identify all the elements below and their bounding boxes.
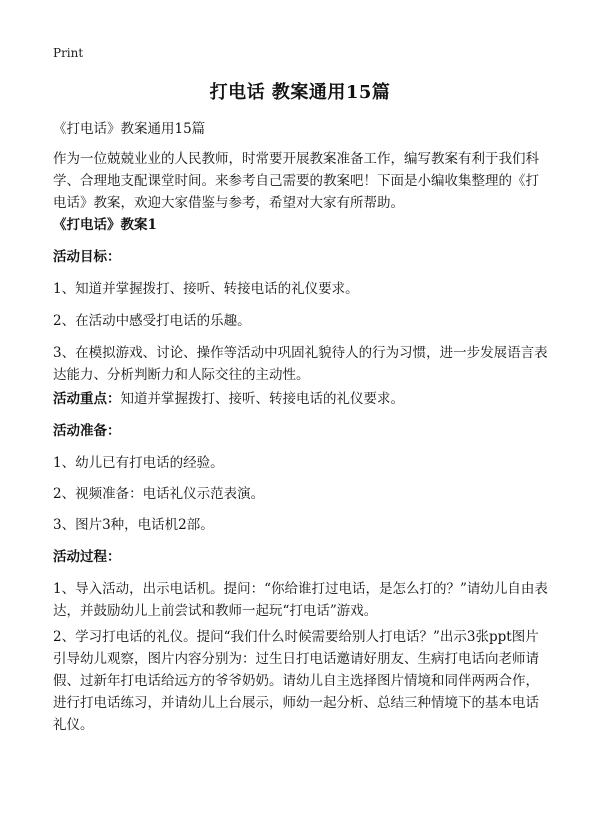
prep-item-3: 3、图片3种，电话机2部。 — [53, 517, 214, 533]
prep-heading: 活动准备： — [53, 423, 121, 439]
process-item-2: 2、学习打电话的礼仪。提问“我们什么时候需要给别人打电话？”出示3张ppt图片引导幼儿观察，图片内容分别为：过生日打电话邀请好朋友、生病打电话向老师请假、过新年打电话给远方的爷爷奶奶。请幼儿自主选择图片情境和同伴两两合作，进行打电话练习，并请幼儿上台展示，师幼一起分析、总结三种情境下的基本电话礼仪。 — [53, 629, 539, 733]
prep-item-1: 1、幼儿已有打电话的经验。 — [53, 455, 224, 471]
process-heading: 活动过程： — [53, 549, 121, 565]
goals-heading: 活动目标： — [53, 249, 121, 265]
intro-paragraph: 作为一位兢兢业业的人民教师，时常要开展教案准备工作，编写教案有利于我们科学、合理地支配课堂时间。来参考自己需要的教案吧！下面是小编收集整理的《打电话》教案，欢迎大家借鉴与参考，希望对大家有所帮助。 — [53, 151, 539, 211]
focus-text: 知道并掌握拨打、接听、转接电话的礼仪要求。 — [120, 391, 404, 407]
goal-item-3: 3、在模拟游戏、讨论、操作等活动中巩固礼貌待人的行为习惯，进一步发展语言表达能力、分析判断力和人际交往的主动性。 — [53, 345, 548, 383]
doc-subtitle: 《打电话》教案通用15篇 — [53, 121, 206, 137]
process-item-1: 1、导入活动，出示电话机。提问：“你给谁打过电话，是怎么打的？”请幼儿自由表达，并鼓励幼儿上前尝试和教师一起玩“打电话”游戏。 — [53, 581, 548, 619]
section-title: 《打电话》教案1 — [53, 217, 157, 233]
focus-label: 活动重点： — [53, 391, 121, 407]
goal-item-1: 1、知道并掌握拨打、接听、转接电话的礼仪要求。 — [53, 281, 359, 297]
page-title: 打电话 教案通用15篇 — [209, 82, 391, 103]
prep-item-2: 2、视频准备：电话礼仪示范表演。 — [53, 486, 265, 502]
focus-paragraph — [53, 388, 548, 410]
goal-item-2: 2、在活动中感受打电话的乐趣。 — [53, 313, 251, 329]
print-link[interactable]: Print — [53, 46, 84, 60]
